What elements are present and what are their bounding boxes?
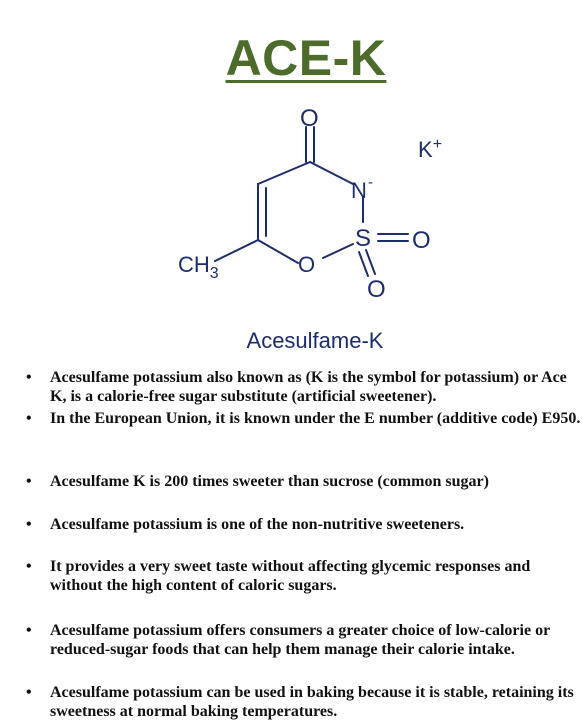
list-item: • Acesulfame potassium can be used in baking because it is stable, retaining its sweetness at normal baking temperatures.	[20, 683, 583, 721]
atom-oxygen-top: O	[300, 105, 319, 132]
bond-c-n	[310, 162, 353, 184]
methyl-group-label	[178, 252, 219, 282]
bond-o-s	[323, 244, 353, 258]
nitrogen-charge: -	[368, 174, 373, 191]
atom-oxygen-bottom: O	[367, 276, 386, 303]
list-item: • Acesulfame K is 200 times sweeter than sucrose (common sugar)	[20, 472, 583, 491]
bond-c-ch3	[215, 240, 258, 261]
page-title: ACE-K	[225, 30, 387, 86]
list-item: • In the European Union, it is known under the E number (additive code) E950.	[20, 409, 583, 428]
potassium-label	[418, 136, 442, 162]
bond-c-ch	[258, 162, 310, 184]
molecule-caption: Acesulfame-K	[246, 328, 384, 353]
atom-oxygen-ring: O	[298, 252, 316, 277]
list-item: • Acesulfame potassium also known as (K is the symbol for potassium) or Ace K, is a calorie-free sugar substitute (artificial sweetener).	[20, 368, 583, 406]
list-item: • Acesulfame potassium is one of the non-nutritive sweeteners.	[20, 515, 583, 534]
bond-s-o-bottom-2	[366, 250, 375, 274]
atom-sulfur: S	[355, 225, 372, 252]
potassium-charge: +	[432, 136, 443, 153]
acesulfame-k-structure-diagram	[0, 90, 583, 305]
bond-s-o-bottom-1	[359, 252, 368, 276]
list-item: • It provides a very sweet taste without affecting glycemic responses and without the high content of caloric sugars.	[20, 557, 583, 595]
atom-oxygen-right: O	[412, 227, 431, 254]
atom-nitrogen: N	[351, 178, 367, 203]
methyl-subscript: 3	[209, 265, 219, 282]
bond-c-o-ring	[258, 240, 298, 263]
potassium-symbol: K	[418, 137, 433, 162]
methyl-ch: CH	[178, 252, 210, 277]
list-item: • Acesulfame potassium offers consumers a greater choice of low-calorie or reduced-sugar foods that can help them manage their calorie intake.	[20, 621, 583, 659]
